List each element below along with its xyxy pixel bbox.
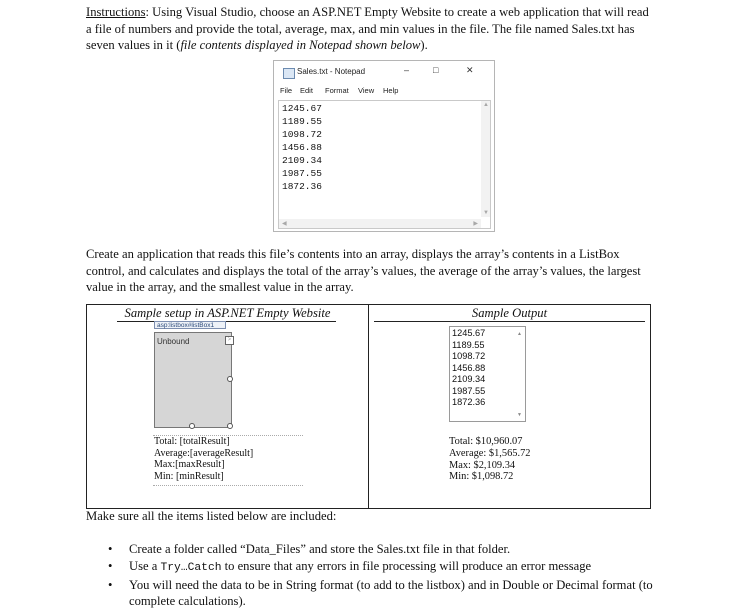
listbox-scroll-up-icon[interactable]: ▲ xyxy=(517,332,522,337)
instructions-label: Instructions xyxy=(86,5,146,19)
notepad-line: 1872.36 xyxy=(282,181,322,192)
header-underline xyxy=(117,321,336,322)
scroll-left-icon[interactable]: ◀ xyxy=(282,221,287,227)
notepad-icon xyxy=(283,68,295,79)
sample-table xyxy=(86,304,651,509)
scroll-down-icon[interactable]: ▼ xyxy=(483,210,489,216)
bullet-text: Use a xyxy=(129,558,161,573)
designer-dotted-rule xyxy=(153,485,303,487)
minimize-icon[interactable]: – xyxy=(404,65,410,75)
notepad-title: Sales.txt - Notepad xyxy=(297,67,366,76)
notepad-line: 2109.34 xyxy=(282,155,322,166)
designer-labels xyxy=(154,436,253,482)
resize-handle[interactable] xyxy=(189,423,195,429)
designer-listbox[interactable] xyxy=(154,332,232,428)
listbox-designer-caption: asp:listbox#listBox1 xyxy=(154,321,226,329)
output-total: Total: $10,960.07 xyxy=(449,436,523,447)
list-item xyxy=(108,558,653,577)
menu-view[interactable]: View xyxy=(358,86,375,95)
resize-handle[interactable] xyxy=(227,376,233,382)
designer-min-label: Min: [minResult] xyxy=(154,470,224,482)
vertical-scrollbar[interactable] xyxy=(481,101,490,217)
output-results xyxy=(449,436,530,483)
notepad-line: 1456.88 xyxy=(282,142,322,153)
horizontal-scrollbar[interactable] xyxy=(279,219,481,228)
smart-tag-icon[interactable]: > xyxy=(225,336,234,345)
unbound-label: Unbound xyxy=(157,337,190,346)
notepad-line: 1189.55 xyxy=(282,116,322,127)
list-item[interactable]: 1098.72 xyxy=(452,351,486,361)
bullet-icon: • xyxy=(108,542,113,556)
list-item[interactable]: 2109.34 xyxy=(452,374,486,384)
list-item[interactable]: 1987.55 xyxy=(452,385,486,396)
listbox-scroll-down-icon[interactable]: ▼ xyxy=(517,413,522,418)
close-icon[interactable]: ✕ xyxy=(466,65,474,75)
notepad-line: 1987.55 xyxy=(282,168,322,179)
notepad-menubar xyxy=(274,85,494,98)
output-average: Average: $1,565.72 xyxy=(449,447,531,459)
make-sure-line: Make sure all the items listed below are included: xyxy=(86,509,337,523)
bullet-icon: • xyxy=(108,577,113,592)
designer-dotted-rule xyxy=(153,435,303,437)
notepad-text-area[interactable] xyxy=(278,100,491,229)
notepad-titlebar xyxy=(274,61,494,83)
menu-help[interactable]: Help xyxy=(383,86,399,95)
output-listbox[interactable] xyxy=(449,326,526,422)
notepad-line: 1098.72 xyxy=(282,129,322,140)
notepad-content xyxy=(282,102,322,193)
menu-file[interactable]: File xyxy=(280,86,293,95)
output-listbox-items xyxy=(452,328,485,409)
maximize-icon[interactable]: □ xyxy=(433,65,439,75)
list-item[interactable]: 1872.36 xyxy=(452,397,486,407)
left-column-header: Sample setup in ASP.NET Empty Website xyxy=(124,306,331,320)
list-item[interactable]: 1245.67 xyxy=(452,328,486,338)
output-min: Min: $1,098.72 xyxy=(449,471,514,483)
bullet-code: Try…Catch xyxy=(160,561,222,574)
designer-total-label: Total: [totalResult] xyxy=(154,436,230,447)
description-paragraph: Create an application that reads this file’s contents into an array, displays the array’s contents in a ListBox control, and calculates and displays the total of the array’s values, the average of the array’s values, the largest value in the array, and the smallest value in the array. xyxy=(86,247,641,295)
scroll-up-icon[interactable]: ▲ xyxy=(483,102,489,108)
scroll-right-icon[interactable]: ▶ xyxy=(473,221,478,227)
notepad-window xyxy=(273,60,495,232)
requirements-list xyxy=(108,541,653,610)
instructions-text-end: ). xyxy=(420,38,428,53)
notepad-line: 1245.67 xyxy=(282,103,322,114)
instructions-text: : Using Visual Studio, choose an ASP.NET Empty Website to create a web application that will read a file of numbers and provide the total, average, max, and min values in the file. The file named Sales.txt has seven values in it ( xyxy=(86,5,649,53)
right-column-header: Sample Output xyxy=(471,306,548,320)
list-item[interactable]: 1456.88 xyxy=(452,362,486,373)
bullet-text: Create a folder called “Data_Files” and store the Sales.txt file in that folder. xyxy=(129,542,511,556)
sample-output-cell xyxy=(369,305,650,508)
designer-average-label: Average:[averageResult] xyxy=(154,447,254,459)
output-max: Max: $2,109.34 xyxy=(449,459,516,471)
bullet-icon: • xyxy=(108,558,113,573)
menu-format[interactable]: Format xyxy=(325,86,349,95)
designer-max-label: Max:[maxResult] xyxy=(154,459,225,470)
bullet-text: to ensure that any errors in file processing will produce an error message xyxy=(221,558,592,573)
resize-handle[interactable] xyxy=(227,423,233,429)
menu-edit[interactable]: Edit xyxy=(300,86,313,95)
bullet-text: You will need the data to be in String format (to add to the listbox) and in Double or Decimal format (to complete calculations). xyxy=(129,577,653,609)
instructions-paragraph xyxy=(86,4,652,54)
list-item xyxy=(108,541,653,558)
instructions-italic: file contents displayed in Notepad shown below xyxy=(180,38,421,53)
list-item[interactable]: 1189.55 xyxy=(452,339,485,350)
list-item xyxy=(108,577,653,611)
